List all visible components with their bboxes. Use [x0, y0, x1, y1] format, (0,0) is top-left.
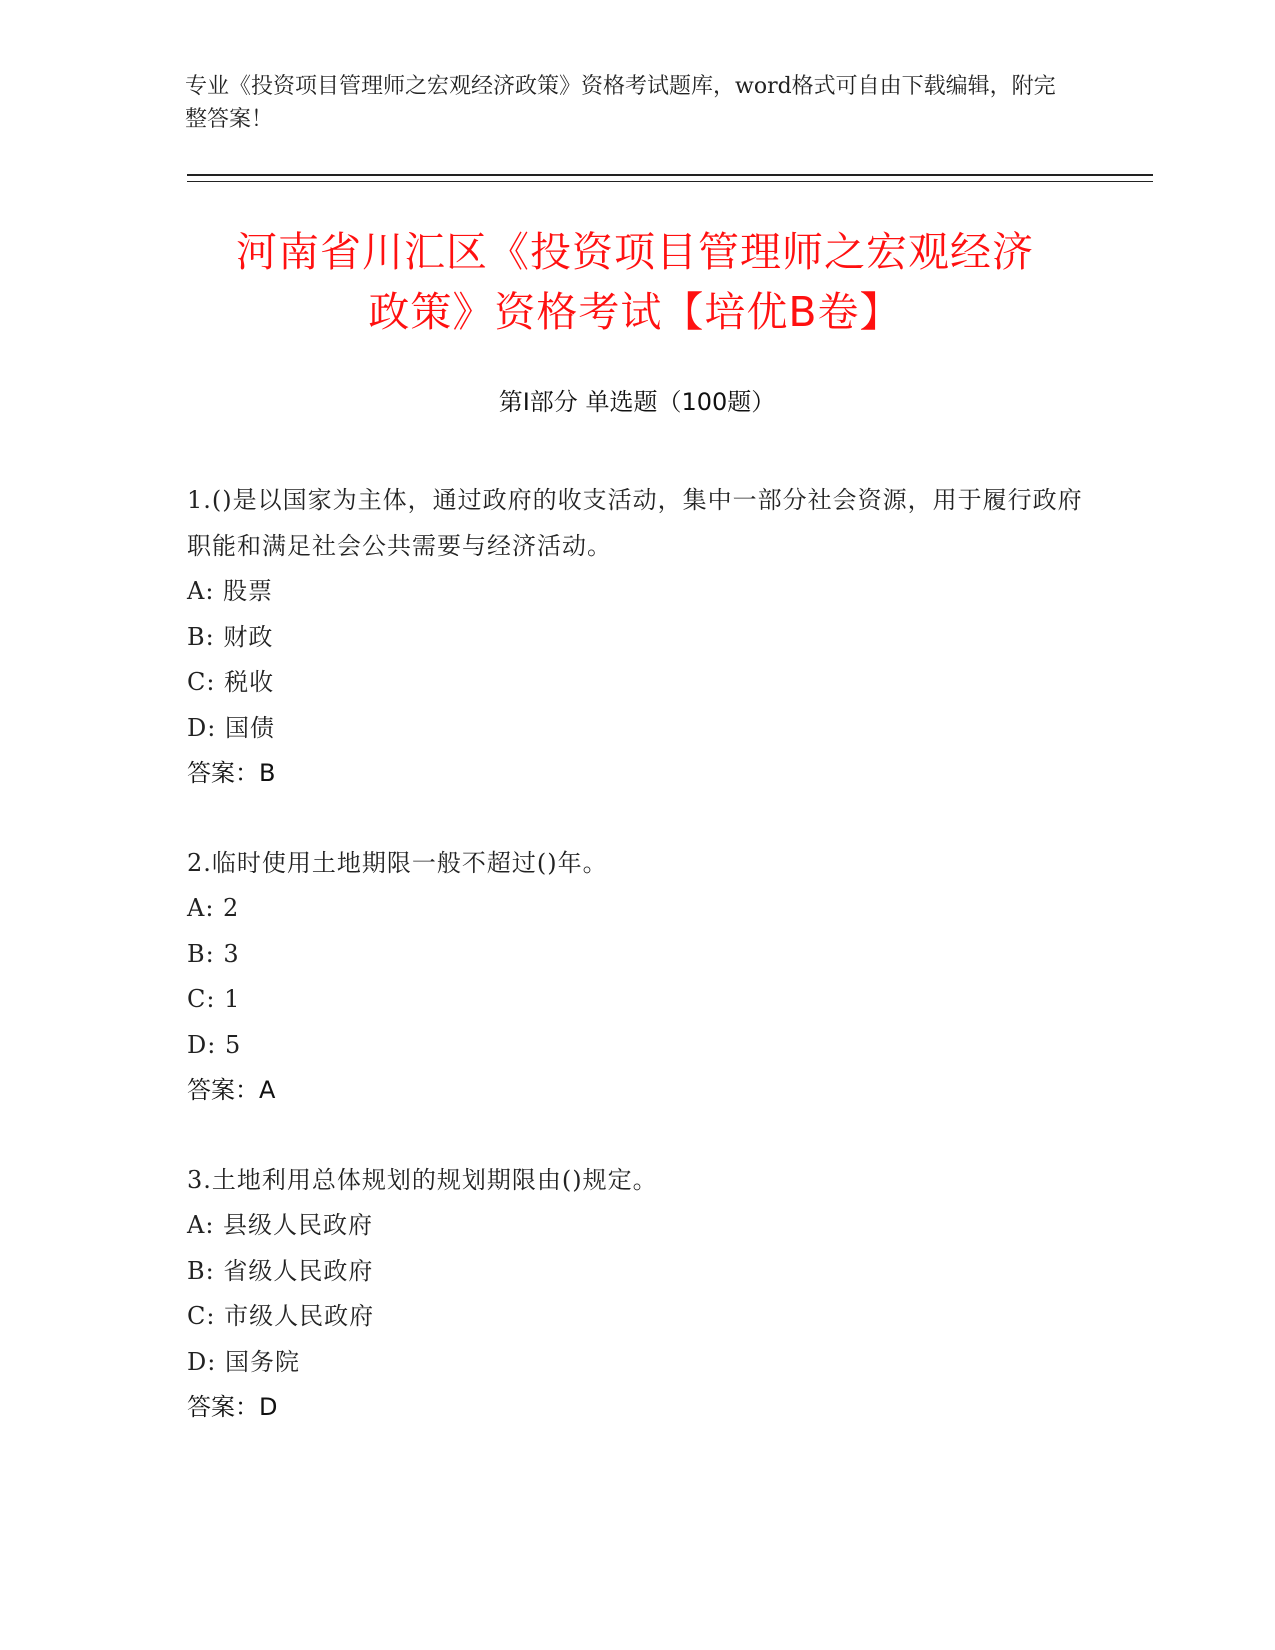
- question-1: [187, 478, 1087, 797]
- question-text: 2.临时使用土地期限一般不超过()年。: [187, 848, 608, 877]
- header-rule-thin: [187, 181, 1153, 182]
- question-3: [187, 1158, 1087, 1431]
- answer: 答案：D: [187, 1393, 278, 1421]
- question-list: [187, 478, 1087, 1475]
- question-2: [187, 841, 1087, 1114]
- answer: 答案：B: [187, 759, 276, 787]
- question-text: 1.()是以国家为主体，通过政府的收支活动，集中一部分社会资源，用于履行政府职能和满足社会公共需要与经济活动。: [187, 486, 1083, 560]
- option-d: D: 国务院: [187, 1347, 300, 1376]
- option-a: A: 股票: [187, 577, 274, 605]
- option-b: B: 财政: [187, 622, 274, 651]
- option-c: C: 税收: [187, 668, 275, 696]
- header-note: 专业《投资项目管理师之宏观经济政策》资格考试题库，word格式可自由下载编辑，附完整答案！: [185, 74, 1056, 132]
- section-heading: 第I部分 单选题（100题）: [498, 388, 776, 416]
- option-c: C: 市级人民政府: [187, 1302, 375, 1330]
- header-rule-thick: [187, 174, 1153, 176]
- option-c: C: 1: [187, 985, 241, 1013]
- option-b: B: 3: [187, 939, 240, 968]
- document-title-line-2: 政策》资格考试【培优B卷】: [368, 288, 902, 336]
- question-text: 3.土地利用总体规划的规划期限由()规定。: [187, 1165, 658, 1194]
- option-d: D: 国债: [187, 713, 275, 742]
- option-d: D: 5: [187, 1030, 242, 1059]
- option-a: A: 2: [187, 894, 240, 922]
- answer: 答案：A: [187, 1076, 276, 1104]
- option-a: A: 县级人民政府: [187, 1211, 374, 1239]
- document-title-line-1: 河南省川汇区《投资项目管理师之宏观经济: [236, 228, 1034, 276]
- option-b: B: 省级人民政府: [187, 1256, 374, 1285]
- document-title: [175, 222, 1095, 342]
